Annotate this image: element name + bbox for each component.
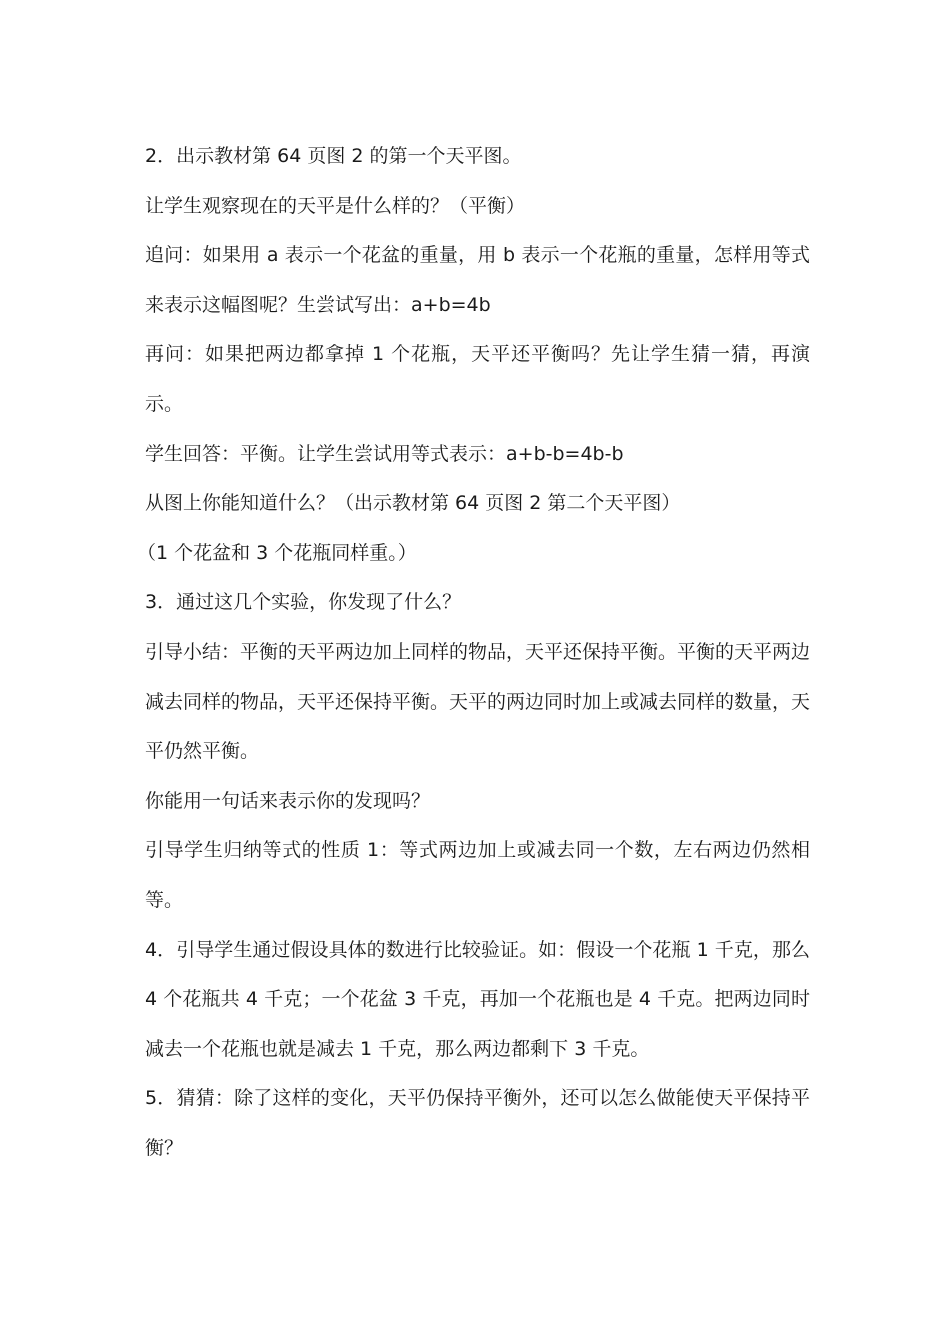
paragraph-step-5: 5．猜猜：除了这样的变化，天平仍保持平衡外，还可以怎么做能使天平保持平衡？ (145, 1087, 810, 1159)
paragraph-step-2: 2．出示教材第 64 页图 2 的第一个天平图。 (145, 145, 522, 167)
paragraph-summary: 引导小结：平衡的天平两边加上同样的物品，天平还保持平衡。平衡的天平两边减去同样的物品，天平还保持平衡。天平的两边同时加上或减去同样的数量，天平仍然平衡。 (145, 640, 811, 763)
paragraph-same-weight: （1 个花盆和 3 个花瓶同样重。） (137, 541, 417, 564)
paragraph-step-4: 4．引导学生通过假设具体的数进行比较验证。如：假设一个花瓶 1 千克，那么 4 个花瓶共 4 千克；一个花盆 3 千克，再加一个花瓶也是 4 千克。把两边同时减去一个花瓶也就是减去 1 千克，那么两边都剩下 3 千克。 (145, 938, 810, 1060)
paragraph-student-answer: 学生回答：平衡。让学生尝试用等式表示：a+b-b=4b-b (145, 442, 624, 465)
document-body (137, 132, 811, 1173)
paragraph-what-from-figure: 从图上你能知道什么？（出示教材第 64 页图 2 第二个天平图） (145, 492, 681, 515)
paragraph-follow-up: 追问：如果用 a 表示一个花盆的重量，用 b 表示一个花瓶的重量，怎样用等式来表示这幅图呢？生尝试写出：a+b=4b (145, 244, 810, 316)
paragraph-property-1: 引导学生归纳等式的性质 1：等式两边加上或减去同一个数，左右两边仍然相等。 (145, 839, 810, 911)
paragraph-observe: 让学生观察现在的天平是什么样的？（平衡） (145, 194, 526, 217)
paragraph-one-sentence: 你能用一句话来表示你的发现吗？ (145, 789, 431, 812)
paragraph-ask-again: 再问：如果把两边都拿掉 1 个花瓶，天平还平衡吗？先让学生猜一猜，再演示。 (145, 343, 810, 415)
paragraph-step-3: 3．通过这几个实验，你发现了什么？ (145, 591, 462, 614)
